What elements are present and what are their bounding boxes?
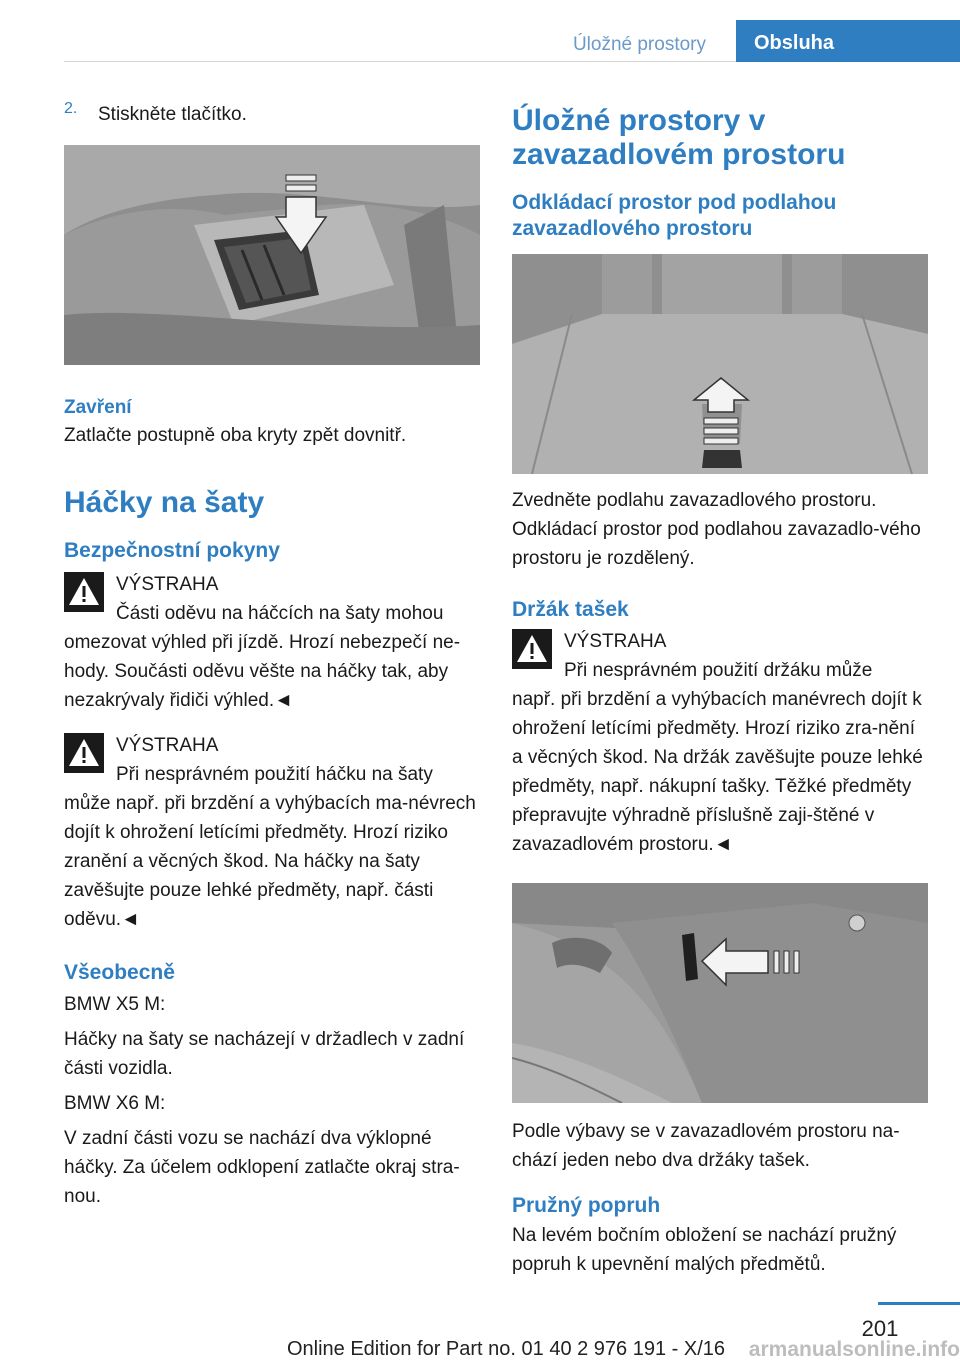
safety-heading: Bezpečnostní pokyny <box>64 539 280 562</box>
underfloor-text: Zvedněte podlahu zavazadlového prostoru. Odkládací prostor pod podlahou zavazadlo-vého prostoru je rozdělený. <box>512 490 921 569</box>
warning-text: omezovat výhled při jízdě. Hrozí nebezpečí ne-hody. Součásti oděvu věšte na háčky tak, aby nezakrývaly řidiči výhled.◄ <box>64 632 461 711</box>
watermark-text: armanualsonline.info <box>748 1338 960 1361</box>
warning-icon <box>512 629 552 669</box>
header-divider <box>64 61 736 62</box>
warning-text-start: Části oděvu na háčcích na šaty mohou <box>116 603 444 624</box>
photo-button-panel <box>64 145 480 365</box>
x6-text: V zadní části vozu se nachází dva výklopné háčky. Za účelem odklopení zatlačte okraj stra-nou. <box>64 1128 460 1207</box>
bag-holder-heading: Držák tašek <box>512 598 629 621</box>
step-text: Stiskněte tlačítko. <box>98 104 247 125</box>
photo-trunk-floor <box>512 254 928 474</box>
hooks-heading: Háčky na šaty <box>64 486 265 519</box>
online-edition-line: Online Edition for Part no. 01 40 2 976 191 - X/16 <box>286 1338 726 1360</box>
warning-icon <box>64 572 104 612</box>
warning-title: VÝSTRAHA <box>116 574 219 595</box>
footer-accent-rule <box>878 1302 960 1305</box>
warning-title: VÝSTRAHA <box>564 631 667 652</box>
warning-title: VÝSTRAHA <box>116 735 219 756</box>
x5-text: Háčky na šaty se nacházejí v držadlech v zadní části vozidla. <box>64 1029 465 1079</box>
step-number: 2. <box>64 100 78 117</box>
bag-holder-text: Podle výbavy se v zavazadlovém prostoru na-chází jeden nebo dva držáky tašek. <box>512 1121 900 1171</box>
step-2 <box>64 100 482 129</box>
header-section-title: Úložné prostory <box>572 34 706 55</box>
warning-block-3 <box>512 627 930 859</box>
photo-bag-holder <box>512 883 928 1103</box>
close-text: Zatlačte postupně oba kryty zpět dovnitř. <box>64 425 407 446</box>
page-header <box>0 0 960 62</box>
warning-text: může např. při brzdění a vyhýbacích ma-névrech dojít k ohrožení letícími předměty. Hrozí riziko zranění a věcných škod. Na háčky na šaty zavěšujte pouze lehké předměty, např. části oděvu.◄ <box>64 793 476 930</box>
x5-label: BMW X5 M: <box>64 994 166 1015</box>
close-heading: Zavření <box>64 397 132 418</box>
page-number: 201 <box>861 1316 899 1341</box>
general-heading: Všeobecně <box>64 961 175 984</box>
underfloor-heading: Odkládací prostor pod podlahou zavazadlového prostoru <box>512 191 837 240</box>
warning-text: např. při brzdění a vyhýbacích manévrech dojít k ohrožení letícími předměty. Hrozí riziko zra-nění a věcných škod. Na držák zavěšujte pouze lehké předměty, např. nákupní tašky. Těžké předměty přepravujte výhradně příslušně zaji-štěné v zavazadlovém prostoru.◄ <box>512 689 923 855</box>
warning-block-2 <box>64 731 482 934</box>
strap-text: Na levém bočním obložení se nachází pružný popruh k upevnění malých předmětů. <box>512 1225 897 1275</box>
warning-icon <box>64 733 104 773</box>
right-column <box>512 100 930 1279</box>
x6-label: BMW X6 M: <box>64 1093 166 1114</box>
header-chapter-tab: Obsluha <box>736 20 960 62</box>
warning-text-start: Při nesprávném použití držáku může <box>564 660 873 681</box>
warning-block-1 <box>64 570 482 715</box>
strap-heading: Pružný popruh <box>512 1194 661 1217</box>
warning-text-start: Při nesprávném použití háčku na šaty <box>116 764 433 785</box>
storage-heading: Úložné prostory v zavazadlovém prostoru <box>512 104 846 171</box>
left-column <box>64 100 482 1211</box>
